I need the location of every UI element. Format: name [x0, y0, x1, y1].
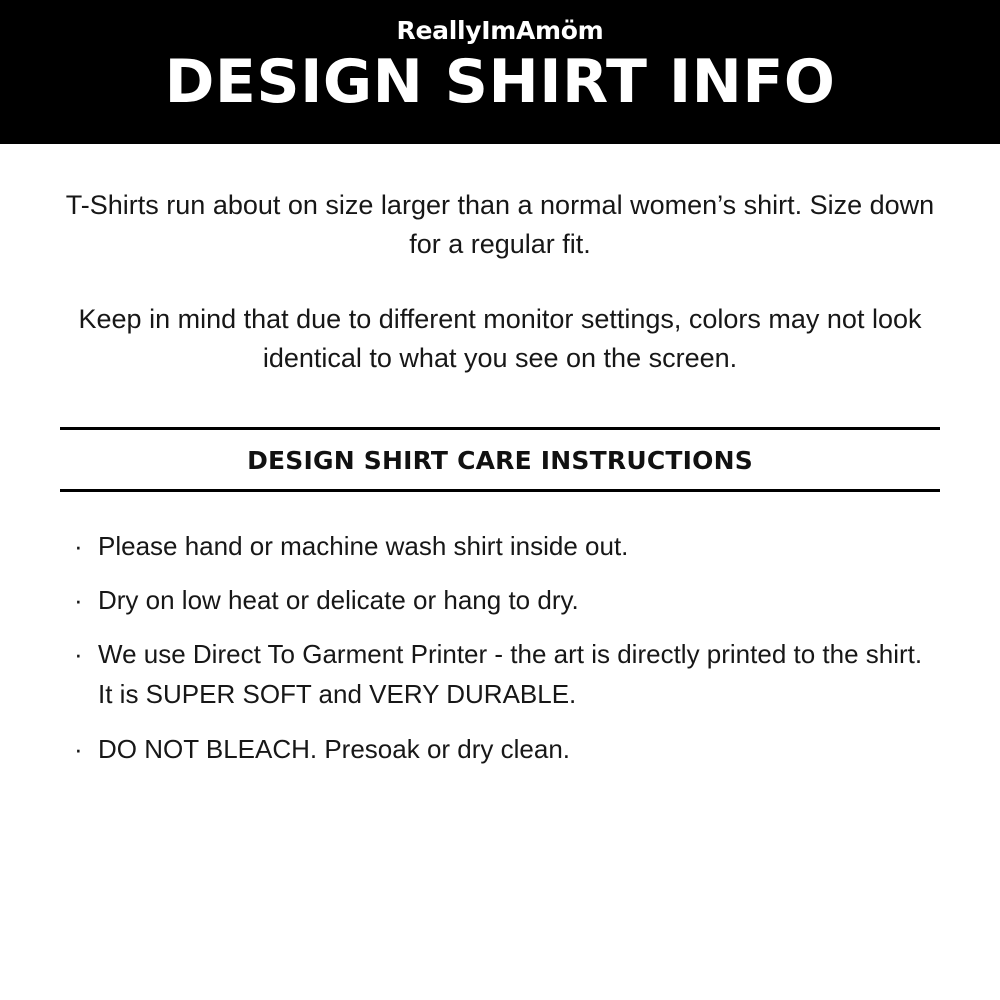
card-header	[0, 0, 1000, 144]
paragraph-spacer	[60, 264, 940, 300]
list-item	[74, 526, 940, 566]
bullet-icon: ·	[74, 584, 83, 615]
list-item-text: DO NOT BLEACH. Presoak or dry clean.	[98, 733, 571, 764]
list-item-text: We use Direct To Garment Printer - the art is directly printed to the shirt. It is SUPER SOFT and VERY DURABLE.	[98, 639, 923, 710]
card-body	[0, 144, 1000, 1000]
bullet-icon: ·	[74, 733, 83, 764]
intro-paragraph-2: Keep in mind that due to different monitor settings, colors may not look identical to what you see on the screen.	[78, 304, 922, 374]
care-instructions-list	[60, 526, 940, 783]
care-heading-section	[60, 427, 940, 492]
list-item	[74, 580, 940, 620]
divider-bottom	[60, 489, 940, 492]
list-item-text: Please hand or machine wash shirt inside out.	[98, 530, 629, 561]
brand-logo-text: ReallyImAmöm	[396, 16, 604, 45]
intro-paragraph-1: T-Shirts run about on size larger than a normal women’s shirt. Size down for a regular fit.	[65, 190, 935, 260]
bullet-icon: ·	[74, 639, 83, 670]
bullet-icon: ·	[74, 530, 83, 561]
page-title: DESIGN SHIRT INFO	[164, 47, 836, 117]
list-item	[74, 729, 940, 769]
list-item	[74, 634, 940, 715]
list-item-text: Dry on low heat or delicate or hang to dry.	[98, 584, 579, 615]
intro-text-block	[60, 186, 940, 379]
care-instructions-heading: DESIGN SHIRT CARE INSTRUCTIONS	[247, 445, 753, 475]
